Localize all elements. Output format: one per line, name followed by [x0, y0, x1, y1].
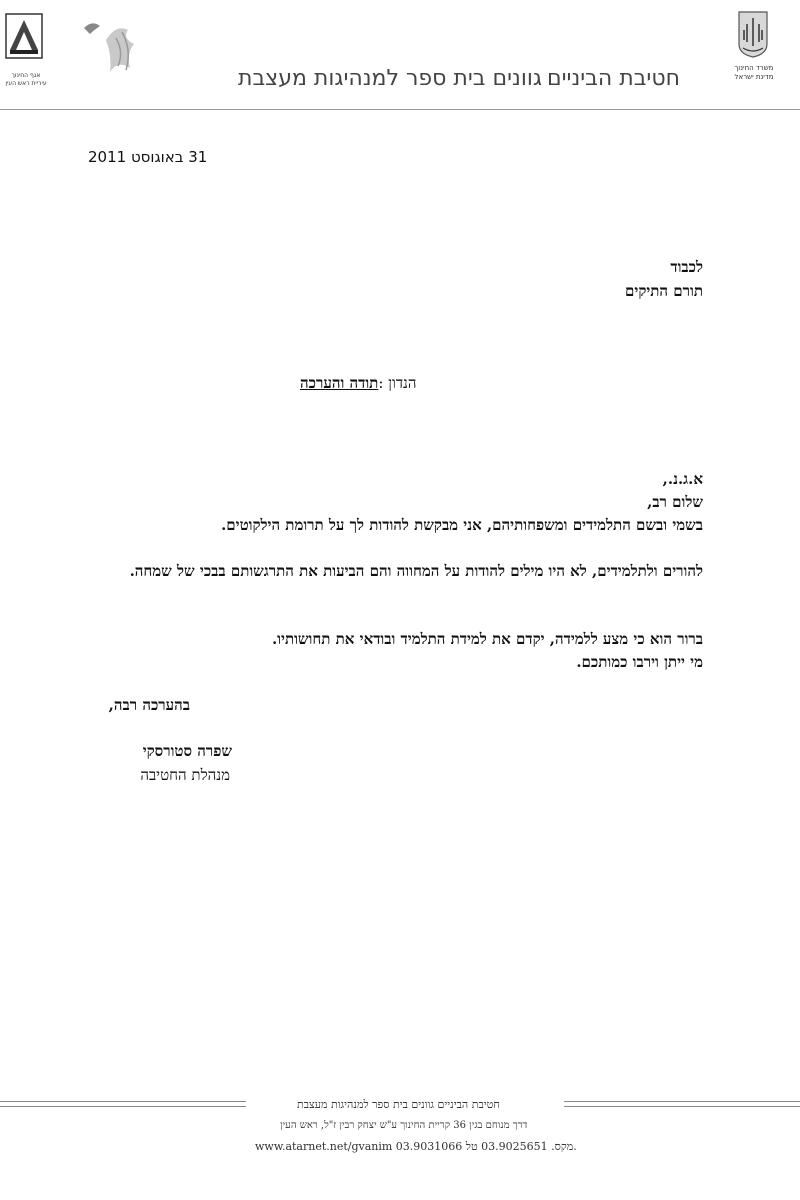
city-logo-icon [4, 12, 44, 60]
paragraph-4: מי ייתן וירבו כמותכם. [576, 653, 703, 671]
state-emblem-icon [735, 10, 771, 58]
paragraph-3: ברור הוא כי מצע ללמידה, יקדם את למידת התלמיד ובודאי את תחושותיו. [271, 630, 703, 648]
recipient-line-2: תורם התיקים [625, 282, 703, 300]
subject-text: תודה והערכה [300, 374, 379, 392]
greeting: שלום רב, [647, 493, 703, 511]
footer-line-left [0, 1101, 246, 1107]
greeting-name: א.ג.נ., [662, 470, 703, 488]
letter-date: 31 באוגוסט 2011 [88, 148, 208, 166]
ministry-emblem-text: משרד החינוך מדינת ישראל [734, 64, 774, 81]
paragraph-1: בשמי ובשם התלמידים ומשפחותיהם, אני מבקשת להודות לך על תרומת הילקוטים. [221, 516, 703, 534]
header-divider [0, 109, 800, 110]
footer-school-line: חטיבת הביניים גוונים בית ספר למנהיגות מעצבת [297, 1098, 500, 1111]
school-title: גוונים בית ספר למנהיגות מעצבת [238, 66, 542, 91]
footer-contact: www.atarnet.net/gvanim 03.9031066 מקס. 03.9025651 טל. [255, 1140, 577, 1153]
city-logo-text: אגף החינוך עיריית ראש העין [5, 72, 47, 87]
footer-line-right [564, 1101, 800, 1107]
signer-name: שפרה סטורסקי [142, 742, 232, 760]
footer-address: דרך מנוחם בגין 36 קריית החינוך ע"ש יצחק רבין ז"ל, ראש העין [280, 1120, 528, 1131]
signer-title: מנהלת החטיבה [140, 766, 230, 784]
recipient-line-1: לכבוד [670, 258, 703, 276]
closing: בהערכה רבה, [108, 696, 190, 714]
letter-subject [300, 374, 417, 393]
subject-prefix: הנדון : [378, 374, 417, 392]
gvanim-bird-logo-icon [82, 10, 162, 80]
paragraph-2: להורים ולתלמידים, לא היו מילים להודות על המחווה והם הביעות את התרגשותם בבכי של שמחה. [129, 562, 703, 580]
division-title: חטיבת הביניים [547, 66, 680, 91]
